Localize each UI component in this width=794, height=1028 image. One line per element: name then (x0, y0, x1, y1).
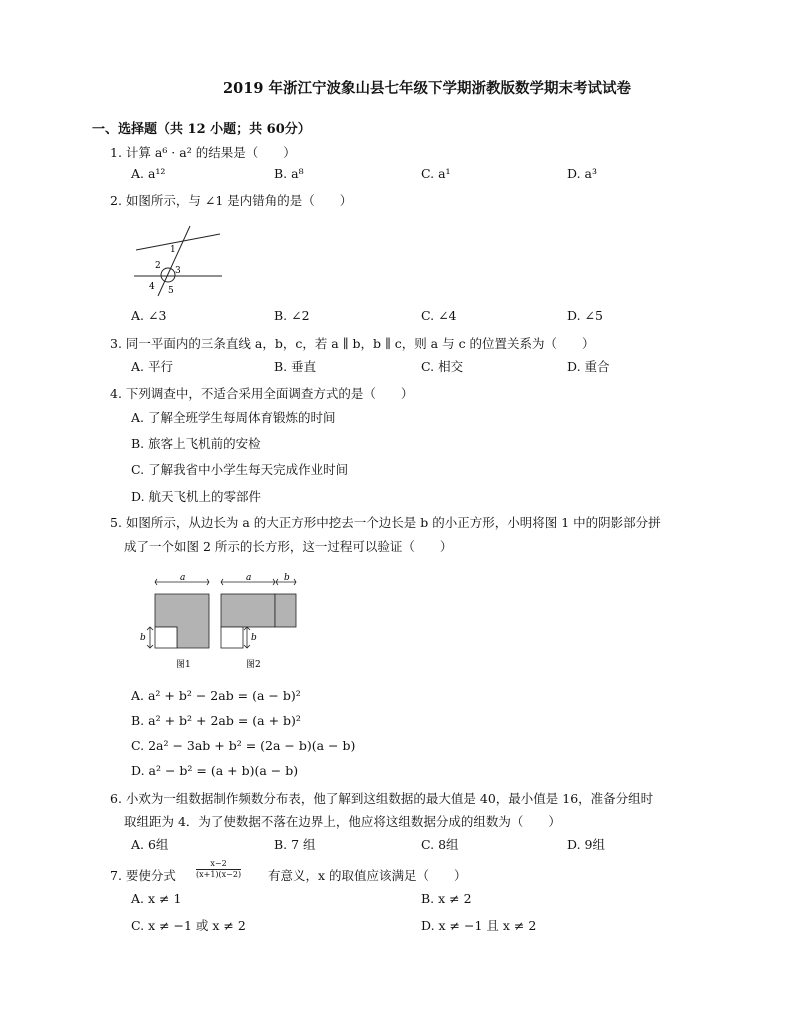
q7-option-d[interactable]: D. x ≠ −1 且 x ≠ 2 (421, 918, 537, 933)
q1-option-c[interactable]: C. a¹ (421, 166, 451, 181)
q4-option-a[interactable]: A. 了解全班学生每周体育锻炼的时间 (131, 410, 336, 425)
section-heading: 一、选择题（共 12 小题；共 60分） (92, 122, 311, 137)
q6-option-c[interactable]: C. 8组 (421, 837, 459, 852)
question-6-stem-line2: 取组距为 4．为了使数据不落在边界上，他应将这组数据分成的组数为（ ） (124, 814, 561, 829)
question-3-stem: 3. 同一平面内的三条直线 a，b，c，若 a ∥ b，b ∥ c，则 a 与 c 的位置关系为（ ） (110, 336, 595, 351)
figure-label-2: 2 (155, 261, 161, 271)
question-4-stem: 4. 下列调查中，不适合采用全面调查方式的是（ ） (110, 386, 414, 401)
q1-option-a[interactable]: A. a¹² (131, 166, 166, 181)
angle-lines-figure (128, 222, 228, 302)
q4-option-b[interactable]: B. 旅客上飞机前的安检 (131, 436, 261, 451)
q2-option-a[interactable]: A. ∠3 (131, 308, 167, 323)
question-5-stem-line2: 成了一个如图 2 所示的长方形，这一过程可以验证（ ） (124, 539, 453, 554)
page-title: 2019 年浙江宁波象山县七年级下学期浙教版数学期末考试试卷 (223, 80, 631, 97)
q3-option-b[interactable]: B. 垂直 (274, 359, 317, 374)
fig1-label-a: a (180, 573, 186, 583)
q7-fraction-numerator: x−2 (196, 859, 241, 870)
q2-option-b[interactable]: B. ∠2 (274, 308, 310, 323)
q5-option-d[interactable]: D. a² − b² = (a + b)(a − b) (131, 763, 299, 778)
q1-option-d[interactable]: D. a³ (567, 166, 597, 181)
question-7-stem-suffix: 有意义，x 的取值应该满足（ ） (268, 868, 467, 883)
q3-option-a[interactable]: A. 平行 (131, 359, 173, 374)
figure-label-3: 3 (175, 266, 181, 276)
q5-option-b[interactable]: B. a² + b² + 2ab = (a + b)² (131, 713, 301, 728)
q7-option-b[interactable]: B. x ≠ 2 (421, 891, 472, 906)
q6-option-d[interactable]: D. 9组 (567, 837, 605, 852)
fig2-label-b-side: b (251, 633, 257, 643)
question-2-stem: 2. 如图所示，与 ∠1 是内错角的是（ ） (110, 193, 353, 208)
q4-option-c[interactable]: C. 了解我省中小学生每天完成作业时间 (131, 462, 349, 477)
q7-fraction-denominator: (x+1)(x−2) (196, 870, 242, 879)
q1-option-b[interactable]: B. a⁸ (274, 166, 304, 181)
q5-option-a[interactable]: A. a² + b² − 2ab = (a − b)² (131, 688, 301, 703)
q3-option-c[interactable]: C. 相交 (421, 359, 464, 374)
figure-label-1: 1 (170, 245, 176, 255)
q2-option-c[interactable]: C. ∠4 (421, 308, 457, 323)
fig2-label-a: a (246, 573, 252, 583)
figure-label-5: 5 (168, 286, 174, 296)
q7-option-c[interactable]: C. x ≠ −1 或 x ≠ 2 (131, 918, 246, 933)
fig2-caption: 图2 (246, 660, 261, 670)
q5-option-c[interactable]: C. 2a² − 3ab + b² = (2a − b)(a − b) (131, 738, 356, 753)
question-5-stem-line1: 5. 如图所示，从边长为 a 的大正方形中挖去一个边长是 b 的小正方形，小明将图 1 中的阴影部分拼 (110, 515, 661, 530)
question-1-stem: 1. 计算 a⁶ · a² 的结果是（ ） (110, 145, 296, 160)
q7-option-a[interactable]: A. x ≠ 1 (131, 891, 182, 906)
q4-option-d[interactable]: D. 航天飞机上的零部件 (131, 489, 262, 504)
q6-option-b[interactable]: B. 7 组 (274, 837, 316, 852)
q6-option-a[interactable]: A. 6组 (131, 837, 169, 852)
fig2-label-b-top: b (284, 573, 290, 583)
q3-option-d[interactable]: D. 重合 (567, 359, 610, 374)
q7-fraction (196, 859, 241, 880)
square-figures (136, 572, 316, 674)
fig1-label-b: b (140, 633, 146, 643)
question-6-stem-line1: 6. 小欢为一组数据制作频数分布表，他了解到这组数据的最大值是 40，最小值是 16，准备分组时 (110, 791, 654, 806)
fig1-caption: 图1 (176, 660, 191, 670)
q2-option-d[interactable]: D. ∠5 (567, 308, 603, 323)
figure-label-4: 4 (149, 282, 155, 292)
question-7-stem-prefix: 7. 要使分式 (110, 868, 176, 883)
